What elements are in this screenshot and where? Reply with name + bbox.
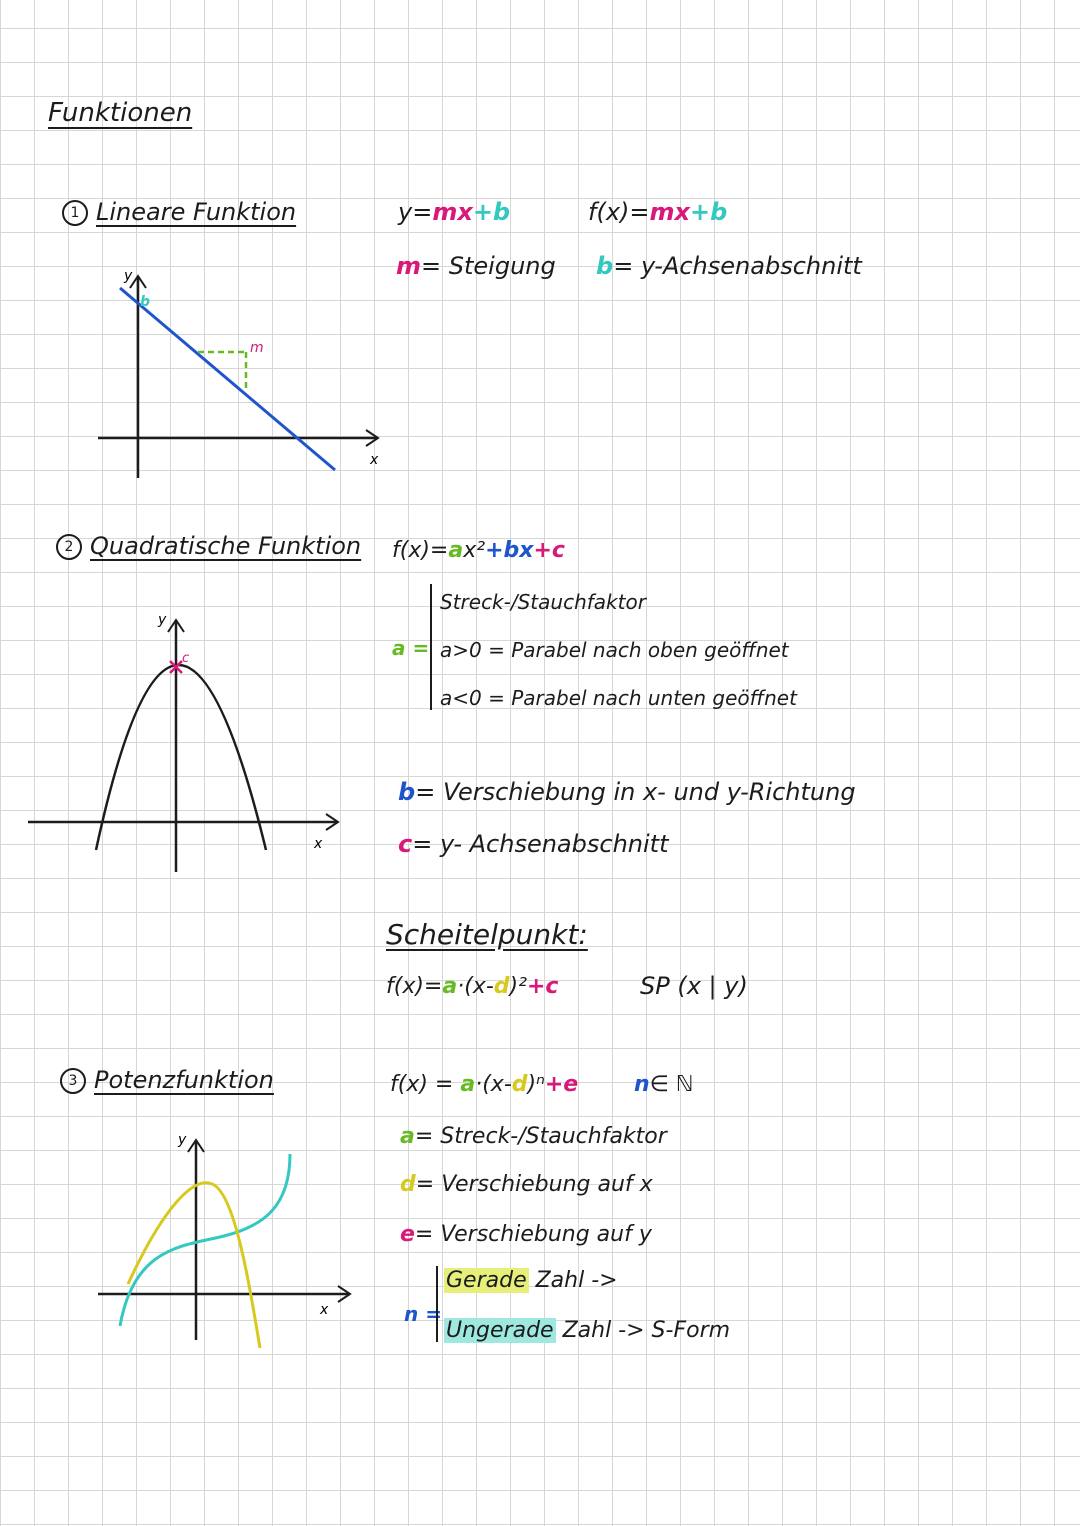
var-b: b — [398, 778, 416, 806]
vertex-formula — [386, 974, 558, 999]
power-graph — [94, 1126, 364, 1356]
var-d: d — [400, 1172, 416, 1197]
page-title: Funktionen — [48, 98, 193, 128]
a-line-1: Streck-/Stauchfaktor — [440, 590, 646, 614]
power-n: )ⁿ — [527, 1072, 545, 1097]
definition-d-power — [400, 1172, 653, 1197]
y-axis-label: y — [124, 268, 133, 284]
var-m: m — [396, 252, 422, 280]
power-formula — [390, 1072, 578, 1097]
quadratic-formula — [392, 538, 565, 563]
definition-text: Verschiebung auf y — [440, 1222, 652, 1247]
x-squared: x² — [463, 538, 486, 563]
coef-a: a — [460, 1072, 476, 1097]
square: )² — [509, 974, 527, 999]
quadratic-graph — [24, 600, 354, 880]
section-number: 3 — [60, 1068, 86, 1094]
slope-label: m — [250, 340, 264, 356]
equals: = — [412, 198, 433, 226]
term-bx: +bx — [485, 538, 534, 563]
var-n: n — [634, 1072, 650, 1097]
vertex-point: SP (x | y) — [640, 972, 748, 1000]
term-b: +b — [472, 198, 511, 226]
a-bracket — [430, 584, 432, 710]
definition-text: y- Achsenabschnitt — [439, 830, 669, 858]
var-e: e — [400, 1222, 415, 1247]
definition-text: y-Achsenabschnitt — [640, 252, 862, 280]
y-axis-label: y — [178, 1132, 187, 1148]
definition-text: Streck-/Stauchfaktor — [440, 1124, 667, 1149]
term-e: +e — [544, 1072, 579, 1097]
y-axis-label: y — [158, 612, 167, 628]
shift-d: d — [493, 974, 510, 999]
definition-m — [396, 252, 556, 280]
linear-equation-y — [398, 198, 510, 226]
definition-e-power — [400, 1222, 652, 1247]
even-rest: Zahl -> — [535, 1268, 618, 1293]
shift-d: d — [511, 1072, 528, 1097]
equals: = — [421, 252, 442, 280]
linear-equation-f — [588, 198, 727, 226]
x-axis-label: x — [320, 1302, 329, 1318]
term-b: +b — [690, 198, 728, 226]
n-even — [444, 1268, 618, 1293]
equals: = — [414, 1124, 434, 1149]
linear-line — [120, 288, 335, 470]
definition-text: Steigung — [448, 252, 556, 280]
section-heading-quadratic — [56, 532, 361, 560]
a-line-2: a>0 = Parabel nach oben geöffnet — [440, 638, 789, 662]
section-heading-linear — [62, 198, 296, 226]
definition-text: Verschiebung in x- und y-Richtung — [442, 778, 856, 806]
n-label: n = — [404, 1302, 442, 1326]
term-c: +c — [526, 974, 559, 999]
equals: = — [613, 252, 634, 280]
fx: f(x)= — [386, 974, 443, 999]
section-number: 1 — [62, 200, 88, 226]
n-set — [634, 1072, 693, 1097]
linear-graph — [90, 260, 390, 490]
natural-numbers: ∈ ℕ — [649, 1072, 694, 1097]
section-number: 2 — [56, 534, 82, 560]
var-b: b — [596, 252, 614, 280]
vertex-heading: Scheitelpunkt: — [386, 918, 588, 951]
c-label: c — [182, 651, 190, 666]
definition-a-power — [400, 1124, 667, 1149]
var-a: a — [400, 1124, 415, 1149]
section-title: Lineare Funktion — [96, 198, 297, 226]
intercept-label: b — [140, 294, 151, 310]
definition-b — [596, 252, 862, 280]
fx: f(x) = — [390, 1072, 454, 1097]
equals: = — [415, 1172, 435, 1197]
even-word: Gerade — [446, 1268, 527, 1293]
equals: = — [414, 1222, 434, 1247]
term-mx: mx — [649, 198, 690, 226]
coef-a: a — [448, 538, 464, 563]
n-odd — [444, 1318, 730, 1343]
a-line-3: a<0 = Parabel nach unten geöffnet — [440, 686, 797, 710]
definition-text: Verschiebung auf x — [441, 1172, 653, 1197]
n-bracket — [436, 1266, 438, 1342]
var-y: y — [398, 198, 413, 226]
term-c: +c — [533, 538, 565, 563]
fx: f(x)= — [588, 198, 650, 226]
section-title: Quadratische Funktion — [90, 532, 362, 560]
equals: = — [415, 778, 436, 806]
odd-word: Ungerade — [446, 1318, 554, 1343]
equals: = — [412, 830, 433, 858]
var-c: c — [398, 830, 413, 858]
odd-rest: Zahl -> S-Form — [562, 1318, 731, 1343]
odd-power-curve — [120, 1154, 290, 1326]
term-mx: mx — [432, 198, 473, 226]
x-axis-label: x — [370, 452, 379, 468]
a-label: a = — [392, 636, 430, 660]
term-x: ·(x- — [475, 1072, 512, 1097]
definition-c-quadratic — [398, 830, 668, 858]
definition-b-quadratic — [398, 778, 856, 806]
section-heading-power — [60, 1066, 274, 1094]
section-title: Potenzfunktion — [94, 1066, 274, 1094]
coef-a: a — [442, 974, 458, 999]
fx: f(x)= — [392, 538, 449, 563]
term-x: ·(x- — [457, 974, 494, 999]
x-axis-label: x — [314, 836, 323, 852]
